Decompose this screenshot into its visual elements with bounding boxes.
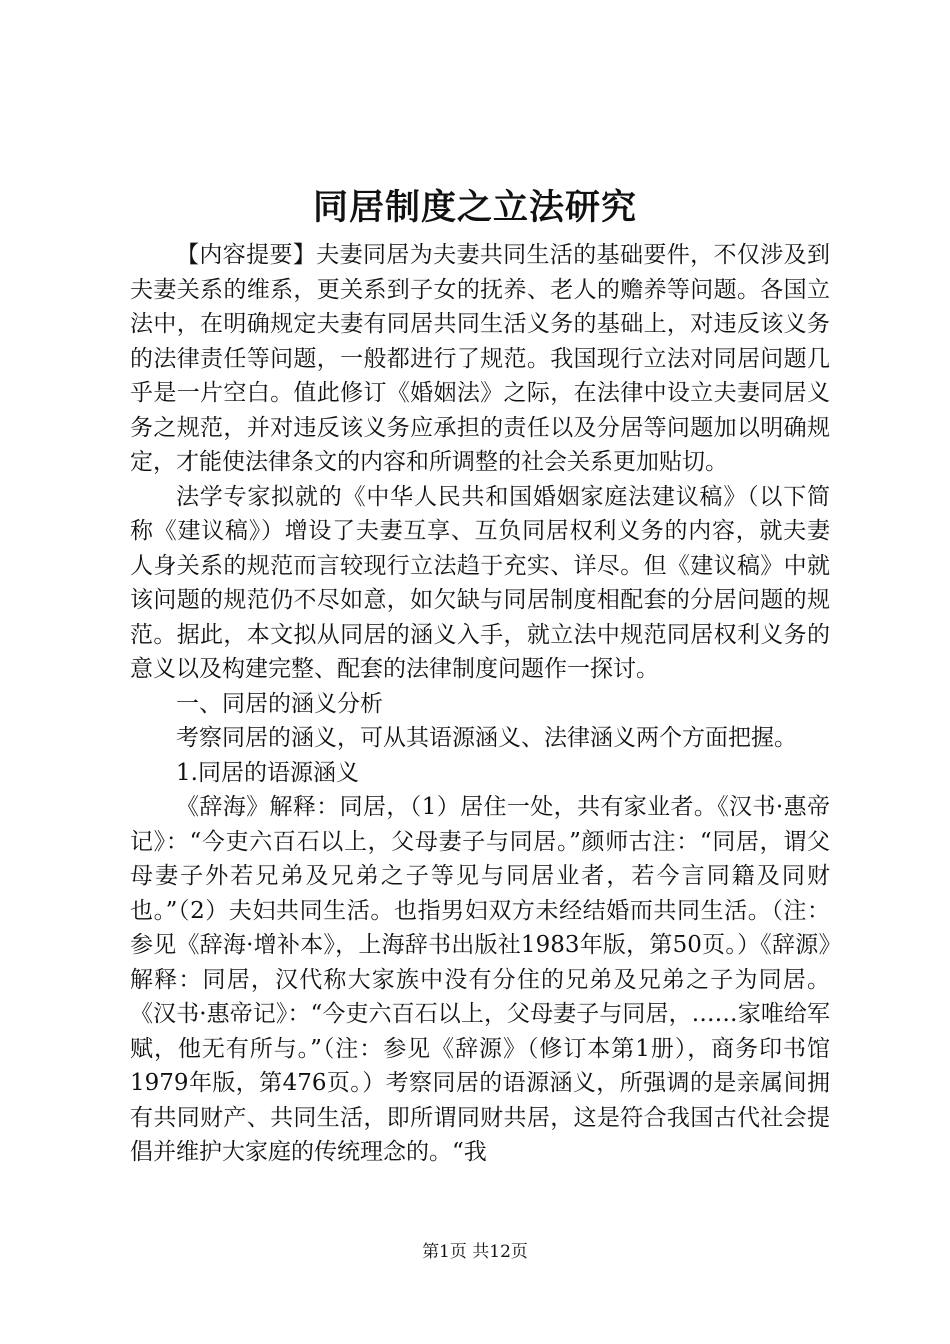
paragraph-abstract: 【内容提要】夫妻同居为夫妻共同生活的基础要件，不仅涉及到夫妻关系的维系，更关系到子女的抚养、老人的赡养等问题。各国立法中，在明确规定夫妻有同居共同生活义务的基础上，对违反该义务的法律责任等问题，一般都进行了规范。我国现行立法对同居问题几乎是一片空白。值此修订《婚姻法》之际，在法律中设立夫妻同居义务之规范，并对违反该义务应承担的责任以及分居等问题加以明确规定，才能使法律条文的内容和所调整的社会关系更加贴切。 — [130, 242, 830, 475]
subsection-heading-1-1: 1.同居的语源涵义 — [176, 759, 359, 786]
page-footer: 第1页 共12页 — [422, 1242, 528, 1262]
paragraph-section-1: 考察同居的涵义，可从其语源涵义、法律涵义两个方面把握。 — [176, 725, 797, 751]
section-heading-1: 一、同居的涵义分析 — [176, 690, 383, 717]
document-title: 同居制度之立法研究 — [312, 187, 637, 228]
paragraph-etymology: 《辞海》解释：同居，（1）居住一处，共有家业者。《汉书·惠帝记》：“今吏六百石以上，父母妻子与同居。”颜师古注：“同居，谓父母妻子外若兄弟及兄弟之子等见与同居业者，若今言同籍及同财也。”（2）夫妇共同生活。也指男妇双方未经结婚而共同生活。（注：参见《辞海·增补本》，上海辞书出版社1983年版，第50页。）《辞源》解释：同居，汉代称大家族中没有分住的兄弟及兄弟之子为同居。《汉书·惠帝记》：“今吏六百石以上，父母妻子与同居，……家唯给军赋，他无有所与。”（注：参见《辞源》（修订本第1册），商务印书馆1979年版，第476页。）考察同居的语源涵义，所强调的是亲属间拥有共同财产、共同生活，即所谓同财共居，这是符合我国古代社会提倡并维护大家庭的传统理念的。“我 — [130, 794, 830, 1165]
document-body — [130, 238, 830, 1170]
paragraph-intro: 法学专家拟就的《中华人民共和国婚姻家庭法建议稿》（以下简称《建议稿》）增设了夫妻互享、互负同居权利义务的内容，就夫妻人身关系的规范而言较现行立法趋于充实、详尽。但《建议稿》中就该问题的规范仍不尽如意，如欠缺与同居制度相配套的分居问题的规范。据此，本文拟从同居的涵义入手，就立法中规范同居权利义务的意义以及构建完整、配套的法律制度问题作一探讨。 — [130, 483, 830, 682]
